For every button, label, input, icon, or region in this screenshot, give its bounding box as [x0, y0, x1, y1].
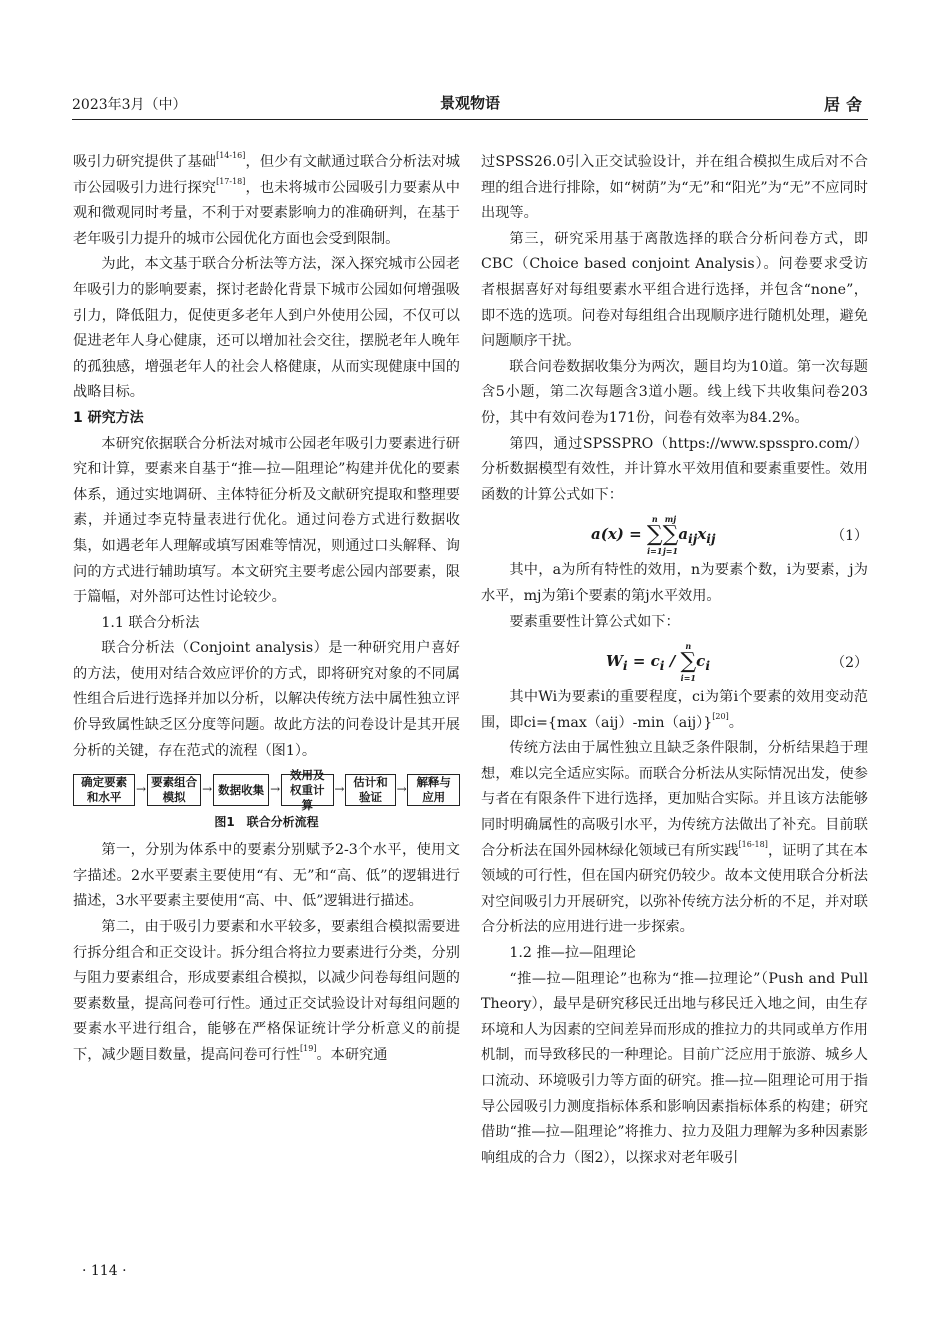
- paragraph: 过SPSS26.0引入正交试验设计，并在组合模拟生成后对不合理的组合进行排除，如“树荫”为“无”和“阳光”为“无”不应同时出现等。: [481, 154, 868, 222]
- citation[interactable]: [16-18]: [738, 839, 768, 849]
- flow-step: 要素组合模拟: [147, 774, 201, 806]
- flow-step: 解释与应用: [407, 774, 460, 806]
- figure-caption: 图1 联合分析流程: [214, 815, 319, 830]
- right-column: [481, 150, 868, 1171]
- paragraph: “推—拉—阻理论”也称为“推—拉理论”（Push and Pull Theory），最早是研究移民迁出地与移民迁入地之间，由生存环境和人为因素的空间差异而形成的推拉力的共同或单方作用机制，而导致移民的一种理论。目前广泛应用于旅游、城乡人口流动、环境吸引力等方面的研究。推—拉—阻理论可用于指导公园吸引力测度指标体系和影响因素指标体系的构建；研究借助“推—拉—阻理论”将推力、拉力及阻力理解为多种因素影响组成的合力（图2），以探求对老年吸引: [481, 970, 868, 1166]
- flowchart-figure-1: [73, 767, 460, 812]
- paragraph: 要素重要性计算公式如下：: [509, 613, 680, 630]
- page-header: [72, 92, 868, 118]
- section-name: 居舍: [823, 95, 868, 114]
- section-heading: 1 研究方法: [73, 409, 144, 426]
- arrow-right-icon: →: [270, 782, 281, 797]
- importance-formula: $W_i = c_i$ / n ∑ i=1 $c_i$: [606, 641, 711, 684]
- arrow-right-icon: →: [136, 782, 147, 797]
- journal-column: 景观物语: [439, 94, 500, 112]
- header-rule: [72, 119, 868, 120]
- paragraph: 第四，通过SPSSPRO（https://www.spsspro.com/）分析数据模型有效性，并计算水平效用值和要素重要性。效用函数的计算公式如下：: [481, 435, 868, 503]
- paragraph: 吸引力研究提供了基础[14-16]，但少有文献通过联合分析法对城市公园吸引力进行探究[17-18]，也未将城市公园吸引力要素从中观和微观同时考量，不利于对要素影响力的准确研判，在基于老年吸引力提升的城市公园优化方面也会受到限制。: [73, 151, 460, 247]
- citation[interactable]: [14-16]: [216, 151, 246, 160]
- issue-date: 2023年3月（中）: [72, 97, 187, 113]
- flow-step: 效用及权重计算: [281, 774, 334, 806]
- paragraph: 联合问卷数据收集分为两次，题目均为10道。第一次每题含5小题，第二次每题含3道小题。线上线下共收集问卷203份，其中有效问卷为171份，问卷有效率为84.2%。: [481, 358, 868, 426]
- paragraph: 第一，分别为体系中的要素分别赋予2-3个水平，使用文字描述。2水平要素主要使用“有、无”和“高、低”的逻辑进行描述，3水平要素主要使用“高、中、低”逻辑进行描述。: [73, 842, 460, 910]
- utility-formula: a(x) = n ∑ i=1 mj ∑ j=1 $a_{ij}x_{ij}$: [591, 514, 716, 557]
- subsection-heading: 1.2 推—拉—阻理论: [509, 945, 636, 962]
- paragraph: 为此，本文基于联合分析法等方法，深入探究城市公园老年吸引力的影响要素，探讨老龄化背景下城市公园如何增强吸引力，降低阻力，促使更多老年人到户外使用公园，不仅可以促进老年人身心健康，还可以增加社会交往，摆脱老年人晚年的孤独感，增强老年人的社会人格健康，从而实现健康中国的战略目标。: [73, 256, 460, 401]
- equation-1: [481, 510, 868, 556]
- citation[interactable]: [20]: [712, 711, 729, 721]
- page-number: · 114 ·: [82, 1263, 127, 1279]
- flow-step: 估计和验证: [345, 774, 396, 806]
- citation[interactable]: [19]: [300, 1044, 317, 1053]
- subsection-heading: 1.1 联合分析法: [101, 614, 200, 631]
- paragraph: 联合分析法（Conjoint analysis）是一种研究用户喜好的方法，使用对结合效应评价的方式，即将研究对象的不同属性组合后进行选择并加以分析，以解决传统方法中属性独立评价导致属性缺乏区分度等问题。故此方法的问卷设计是其开展分析的关键，存在范式的流程（图1）。: [73, 640, 460, 759]
- citation[interactable]: [17-18]: [216, 176, 246, 186]
- arrow-right-icon: →: [396, 782, 407, 797]
- arrow-right-icon: →: [202, 782, 213, 797]
- left-column: [73, 150, 460, 1069]
- paragraph: 其中Wi为要素i的重要程度，ci为第i个要素的效用变动范围，即ci={max（aij）-min（aij）}[20]。: [481, 689, 868, 731]
- flow-step: 数据收集: [213, 774, 269, 806]
- paragraph: 传统方法由于属性独立且缺乏条件限制，分析结果趋于理想，难以完全适应实际。而联合分析法从实际情况出发，使参与者在有限条件下进行选择，更加贴合实际。并且该方法能够同时明确属性的高吸引水平，为传统方法做出了补充。目前联合分析法在国外园林绿化领域已有所实践[16-18]，证明了其在本领域的可行性，但在国内研究仍较少。故本文使用联合分析法对空间吸引力开展研究，以弥补传统方法分析的不足，并对联合分析法的应用进行进一步探索。: [481, 740, 868, 936]
- equation-number: （1）: [831, 528, 868, 545]
- paragraph: 本研究依据联合分析法对城市公园老年吸引力要素进行研究和计算，要素来自基于“推—拉—阻理论”构建并优化的要素体系，通过实地调研、主体特征分析及文献研究提取和整理要素，并通过李克特量表进行优化。通过问卷方式进行数据收集，如遇老年人理解或填写困难等情况，则通过口头解释、询问的方式进行辅助填写。本文研究主要考虑公园内部要素，限于篇幅，对外部可达性讨论较少。: [73, 435, 460, 606]
- paragraph: 其中，a为所有特性的效用，n为要素个数，i为要素，j为水平，mj为第i个要素的第j水平效用。: [481, 562, 868, 604]
- paragraph: 第三，研究采用基于离散选择的联合分析问卷方式，即CBC（Choice based conjoint Analysis）。问卷要求受访者根据喜好对每组要素水平组合进行选择，并包含“none”，即不选的选项。问卷对每组组合出现顺序进行随机处理，避免问题顺序干扰。: [481, 230, 868, 350]
- equation-2: [481, 637, 868, 683]
- flow-step: 确定要素和水平: [73, 774, 135, 806]
- equation-number: （2）: [831, 655, 868, 672]
- arrow-right-icon: →: [334, 782, 345, 797]
- paragraph: 第二，由于吸引力要素和水平较多，要素组合模拟需要进行拆分组合和正交设计。拆分组合将拉力要素进行分类，分别与阻力要素组合，形成要素组合模拟，以减少问卷每组问题的要素数量，提高问卷可行性。通过正交试验设计对每组问题的要素水平进行组合，能够在严格保证统计学分析意义的前提下，减少题目数量，提高问卷可行性[19]。本研究通: [73, 919, 460, 1063]
